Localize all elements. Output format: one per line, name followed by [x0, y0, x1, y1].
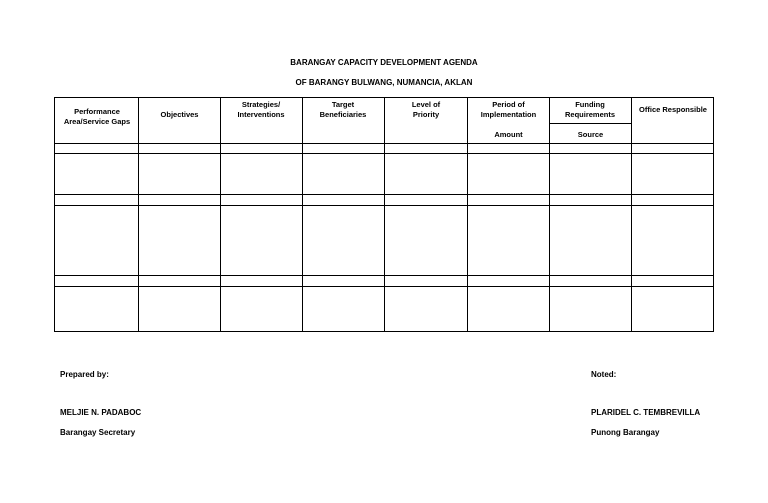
column-divider [384, 98, 385, 331]
noted-caption: Noted: [591, 370, 617, 379]
document-title: BARANGAY CAPACITY DEVELOPMENT AGENDA [290, 58, 478, 67]
header-strategies: Strategies/ Interventions [237, 100, 285, 119]
header-funding-requirements: Funding Requirements [564, 100, 615, 119]
noter-position: Punong Barangay [591, 428, 660, 437]
preparer-position: Barangay Secretary [60, 428, 136, 437]
row-divider [55, 286, 713, 287]
row-divider [55, 153, 713, 154]
subheader-divider [549, 123, 631, 124]
column-divider [302, 98, 303, 331]
header-period-of-implementation: Period of Implementation [480, 100, 537, 119]
header-level-of-priority: Level of Priority [411, 100, 441, 119]
header-objectives: Objectives [160, 110, 199, 119]
noter-name: PLARIDEL C. TEMBREVILLA [591, 408, 701, 417]
header-performance-area: Performance Area/Service Gaps [63, 107, 131, 126]
prepared-by-caption: Prepared by: [60, 370, 109, 379]
row-divider [55, 275, 713, 276]
preparer-name: MELJIE N. PADABOC [60, 408, 142, 417]
subheader-source: Source [577, 129, 604, 139]
document-subtitle: OF BARANGY BULWANG, NUMANCIA, AKLAN [295, 78, 473, 87]
row-divider [55, 205, 713, 206]
header-office-responsible: Office Responsible [639, 105, 707, 114]
agenda-table [54, 97, 714, 332]
column-divider [220, 98, 221, 331]
header-target-beneficiaries: Target Beneficiaries [319, 100, 367, 119]
row-divider [55, 194, 713, 195]
row-divider [55, 143, 713, 144]
subheader-amount: Amount [494, 129, 523, 139]
column-divider [138, 98, 139, 331]
column-divider [631, 98, 632, 331]
